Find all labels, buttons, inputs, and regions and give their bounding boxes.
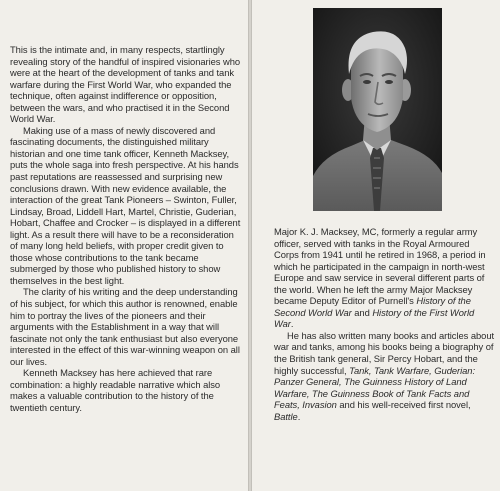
description-paragraph-4: Kenneth Macksey has here achieved that rare combination: a highly readable narrative which also makes a valuable contribution to the history of the twentieth century. xyxy=(10,367,221,413)
bio-1-text-b: and xyxy=(351,306,373,318)
author-photo xyxy=(313,8,442,211)
description-paragraph-2: Making use of a mass of newly discovered and fascinating documents, the distinguished military historian and one time tank officer, Kenneth Macksey, puts the whole saga into fresh perspective. At his hands past reputations are reassessed and surprising new conclusions drawn. With new evidence available, the interaction of the great Tank Pioneers – Swinton, Fuller, Lindsay, Broad, Liddell Hart, Martel, Christie, Guderian, Hobart, Chaffee and Crocker – is displayed in a different light. As a result there will have to be a reconsideration of many long held beliefs, with proper credit given to those whose contributions to the tank became submerged by those who published history to show themselves in the best light. xyxy=(10,124,241,286)
bio-2-text-a: He has also written many books and articles about war and tanks, among his books being a biography of the British tank general, Sir Percy Hobart, and the highly successful, xyxy=(274,329,495,376)
author-biography xyxy=(274,226,496,422)
bio-1-text-a: Major K. J. Macksey, MC, formerly a regular army officer, served with tanks in the Royal Armoured Corps from 1941 until he retired in 1968, a period in which he participated in the campaign in north-west Europe and saw service in several different parts of the world. When he left the army Major Macksey became Deputy Editor of Purnell's xyxy=(274,226,486,307)
bio-2-text-b: and his well-received first novel, xyxy=(336,399,471,411)
book-description xyxy=(10,44,242,414)
bio-1-text-c: . xyxy=(290,318,294,330)
bio-2-text-c: . xyxy=(297,410,301,422)
bio-1-title-2: History of the First World War xyxy=(274,306,475,330)
bio-2-titles: Tank, Tank Warfare, Guderian: Panzer General, The Guinness History of Land Warfare, The Guinness Book of Tank Facts and Feats, Invasion xyxy=(274,364,476,411)
biography-paragraph-1 xyxy=(274,226,496,330)
biography-paragraph-2 xyxy=(274,330,496,422)
description-paragraph-1: This is the intimate and, in many respects, startlingly revealing story of the handful of inspired visionaries who were at the heart of the development of tanks and tank warfare during the First World War, who expanded the technique, often against indifference or opposition, between the wars, and who practised it in the Second World War. xyxy=(10,44,241,125)
bio-2-title-novel: Battle xyxy=(274,410,298,422)
author-portrait-image xyxy=(313,8,442,211)
left-flap xyxy=(0,0,248,491)
bio-1-title-1: History of the Second World War xyxy=(274,295,471,318)
right-flap xyxy=(252,0,500,491)
description-paragraph-3: The clarity of his writing and the deep understanding of his subject, for which this author is renowned, enable him to portray the lives of the pioneers and their arguments with the Establishment in a way that will fascinate not only the tank enthusiast but also everyone interested in the effect of this war-winning weapon on all our lives. xyxy=(10,286,240,367)
